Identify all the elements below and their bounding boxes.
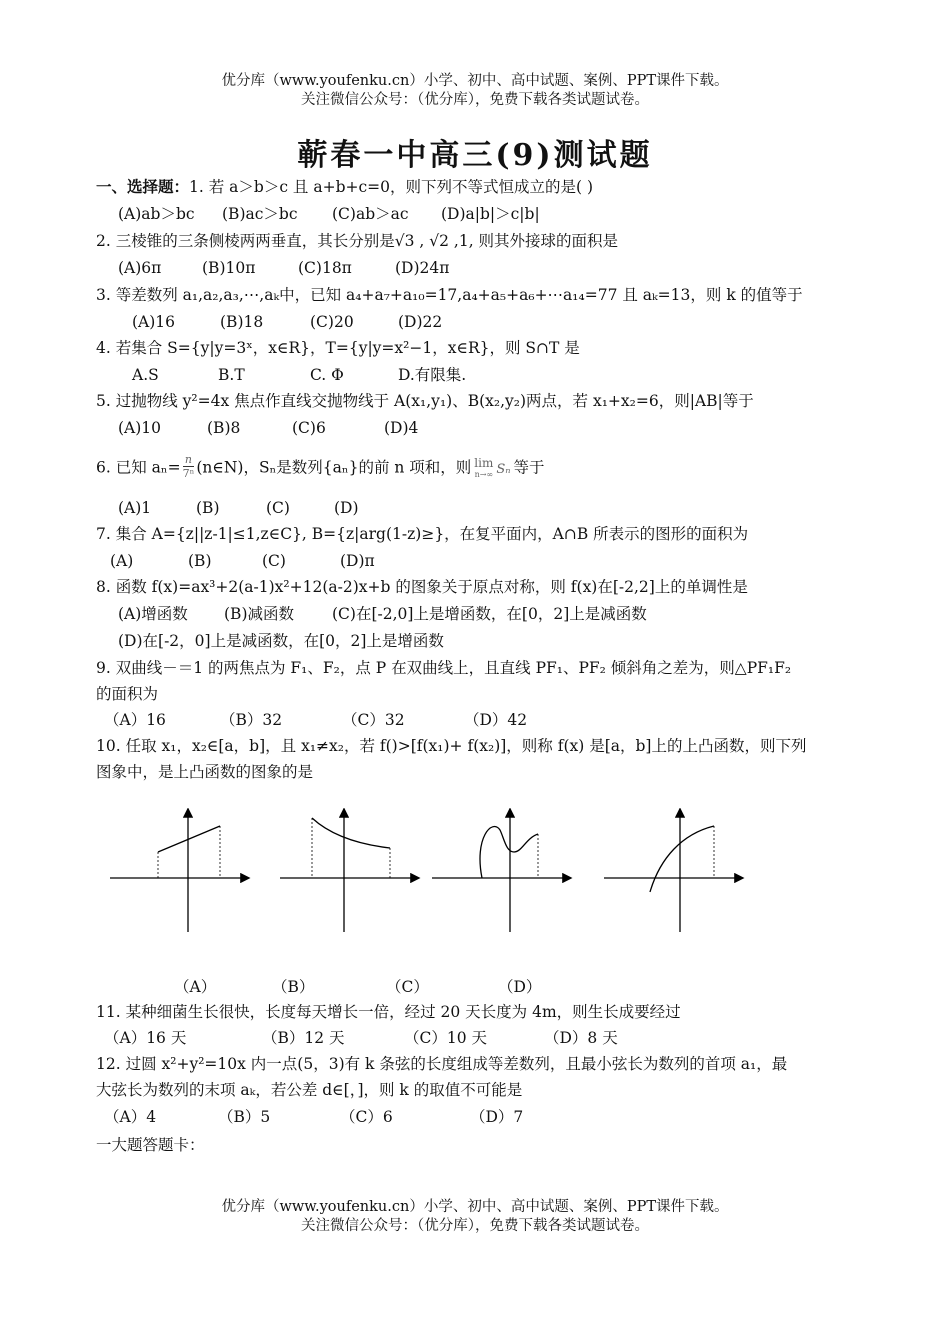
- answer-card-label: 一大题答题卡：: [96, 1136, 205, 1154]
- q6-option-a: (A)1: [118, 499, 152, 517]
- q5-option-d: (D)4: [384, 419, 419, 437]
- section-label: 一、选择题：: [96, 177, 190, 196]
- limit-word: lim: [474, 455, 494, 470]
- page-title: 蕲春一中高三(9)测试题: [297, 138, 653, 173]
- fraction: [183, 453, 195, 480]
- question-10: 10. 任取 x₁，x₂∈[a，b]，且 x₁≠x₂，若 f()>[f(x₁)+ f(x₂)]，则称 f(x) 是[a，b]上的上凸函数，则下列: [96, 737, 807, 755]
- fraction-numerator: n: [183, 453, 195, 467]
- footer-line-1: 优分库（www.youfenku.cn）小学、初中、高中试题、案例、PPT课件下载。: [221, 1199, 729, 1215]
- question-7: 7. 集合 A={z||z-1|≤1,z∈C}, B={z|arg(1-z)≥}，在复平面内，A∩B 所表示的图形的面积为: [96, 525, 749, 543]
- question-8: 8. 函数 f(x)=ax³+2(a-1)x²+12(a-2)x+b 的图象关于原点对称，则 f(x)在[-2,2]上的单调性是: [96, 578, 748, 596]
- limit-operator: [474, 457, 493, 481]
- q5-option-a: (A)10: [118, 419, 162, 437]
- q9-option-d: （D）42: [464, 711, 528, 729]
- q1-option-a: (A)ab＞bc: [118, 205, 195, 223]
- limit-sequence: Sₙ: [496, 461, 511, 477]
- question-12: 12. 过圆 x²+y²=10x 内一点(5，3)有 k 条弦的长度组成等差数列，且最小弦长为数列的首项 a₁，最: [96, 1055, 788, 1073]
- q2-option-a: (A)6π: [118, 259, 162, 277]
- q5-option-b: (B)8: [207, 419, 241, 437]
- graph-label-b: （B）: [272, 978, 315, 996]
- q3-option-c: (C)20: [310, 313, 354, 331]
- q3-option-d: (D)22: [398, 313, 443, 331]
- graph-label-a: （A）: [174, 978, 217, 996]
- question-9: 9. 双曲线－＝1 的两焦点为 F₁、F₂，点 P 在双曲线上，且直线 PF₁、PF₂ 倾斜角之差为，则△PF₁F₂: [96, 659, 792, 677]
- q12-option-a: （A）4: [104, 1108, 157, 1126]
- q6-option-d: (D): [334, 499, 359, 517]
- question-6-text-a: 6. 已知 aₙ=: [96, 458, 181, 477]
- question-5: 5. 过抛物线 y²=4x 焦点作直线交抛物线于 A(x₁,y₁)、B(x₂,y₂)两点，若 x₁+x₂=6，则|AB|等于: [96, 392, 754, 410]
- q9-option-c: （C）32: [342, 711, 405, 729]
- q7-option-b: (B): [188, 552, 212, 570]
- q12-option-b: （B）5: [218, 1108, 271, 1126]
- q3-option-a: (A)16: [132, 313, 176, 331]
- q12-option-d: （D）7: [470, 1108, 524, 1126]
- header-line-1: 优分库（www.youfenku.cn）小学、初中、高中试题、案例、PPT课件下载。: [221, 73, 729, 89]
- q3-option-b: (B)18: [220, 313, 264, 331]
- q4-option-a: A.S: [132, 366, 159, 384]
- graph-a: [108, 808, 253, 938]
- q8-option-d: (D)在[-2，0]上是减函数，在[0，2]上是增函数: [118, 632, 444, 650]
- q8-option-c: (C)在[-2,0]上是增函数，在[0，2]上是减函数: [332, 605, 647, 623]
- graph-label-d: （D）: [498, 978, 542, 996]
- footer-line-2: 关注微信公众号：（优分库），免费下载各类试题试卷。: [301, 1218, 649, 1234]
- question-11: 11. 某种细菌生长很快，长度每天增长一倍，经过 20 天长度为 4m，则生长成要经过: [96, 1003, 681, 1021]
- q11-option-b: （B）12 天: [262, 1029, 345, 1047]
- q10-graphs: [108, 808, 758, 938]
- q2-option-d: (D)24π: [395, 259, 450, 277]
- q2-option-b: (B)10π: [202, 259, 256, 277]
- question-6-text-b: (n∈N)，Sₙ是数列{aₙ}的前 n 项和，则: [196, 458, 472, 477]
- q6-option-b: (B): [196, 499, 220, 517]
- graph-d: [602, 808, 747, 938]
- q6-option-c: (C): [266, 499, 290, 517]
- q1-option-d: (D)a|b|＞c|b|: [441, 205, 540, 223]
- q8-option-b: (B)减函数: [224, 605, 294, 623]
- graph-b: [278, 808, 423, 938]
- q9-option-b: （B）32: [220, 711, 283, 729]
- graph-label-c: （C）: [386, 978, 429, 996]
- fraction-denominator: 7ⁿ: [182, 467, 195, 480]
- q7-option-a: (A): [110, 552, 134, 570]
- question-1: [96, 176, 593, 198]
- question-1-text: 1. 若 a＞b＞c 且 a+b+c=0，则下列不等式恒成立的是( ): [189, 178, 594, 196]
- question-3: 3. 等差数列 a₁,a₂,a₃,⋯,aₖ中，已知 a₄+a₇+a₁₀=17,a₄+a₅+a₆+⋯a₁₄=77 且 aₖ=13，则 k 的值等于: [96, 286, 803, 304]
- q1-option-c: (C)ab＞ac: [332, 205, 409, 223]
- q7-option-c: (C): [262, 552, 286, 570]
- q7-option-d: (D)π: [340, 552, 375, 570]
- q2-option-c: (C)18π: [298, 259, 352, 277]
- q12-option-c: （C）6: [340, 1108, 393, 1126]
- header-line-2: 关注微信公众号：（优分库），免费下载各类试题试卷。: [301, 92, 649, 108]
- question-12-cont: 大弦长为数列的末项 aₖ，若公差 d∈[，]，则 k 的取值不可能是: [96, 1081, 523, 1099]
- question-2: 2. 三棱锥的三条侧棱两两垂直，其长分别是√3 , √2 ,1, 则其外接球的面积是: [96, 232, 619, 250]
- question-4: 4. 若集合 S={y|y=3ˣ，x∈R}，T={y|y=x²−1，x∈R}，则 S∩T 是: [96, 339, 580, 357]
- q11-option-a: （A）16 天: [104, 1029, 187, 1047]
- graph-c: [430, 808, 575, 938]
- q11-option-c: （C）10 天: [404, 1029, 488, 1047]
- question-10-cont: 图象中，是上凸函数的图象的是: [96, 763, 314, 781]
- q4-option-d: D.有限集.: [398, 366, 467, 384]
- question-6-text-c: 等于: [513, 458, 545, 477]
- q11-option-d: （D）8 天: [544, 1029, 618, 1047]
- q1-option-b: (B)ac＞bc: [222, 205, 298, 223]
- question-6: [96, 455, 545, 482]
- question-9-cont: 的面积为: [96, 685, 159, 703]
- q4-option-b: B.T: [218, 366, 245, 384]
- q5-option-c: (C)6: [292, 419, 326, 437]
- q4-option-c: C. Φ: [310, 366, 344, 384]
- q9-option-a: （A）16: [104, 711, 166, 729]
- limit-subscript: n→∞: [474, 469, 494, 479]
- q8-option-a: (A)增函数: [118, 605, 188, 623]
